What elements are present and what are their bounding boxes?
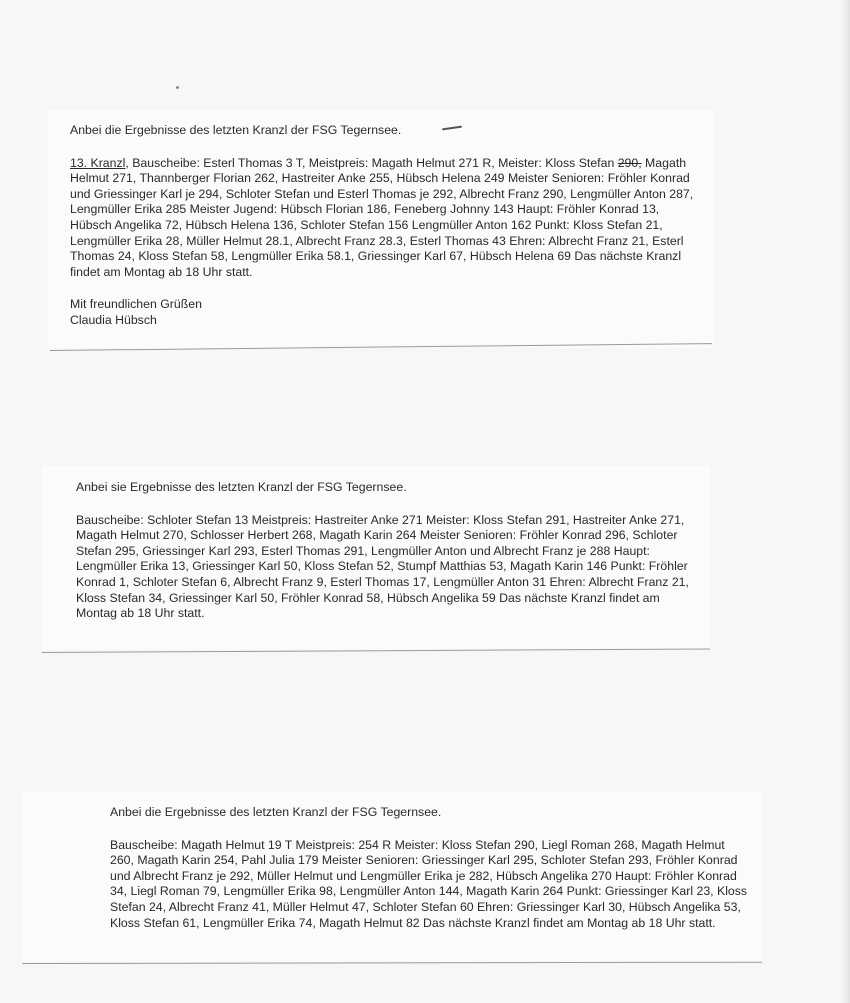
closing-phrase: Mit freundlichen Grüßen [70, 297, 202, 312]
struck-score: 290, [617, 155, 642, 170]
clipping-closing [70, 297, 703, 328]
results-text-part-1: , Bauscheibe: Esterl Thomas 3 T, Meistpreis: Magath Helmut 271 R, Meister: Kloss Stefan [125, 155, 618, 170]
stray-ink-dot [176, 86, 179, 89]
clipping-results-text [70, 156, 703, 281]
clipping-results-text: Bauscheibe: Magath Helmut 19 T Meistpreis: 254 R Meister: Kloss Stefan 290, Liegl Roman 268, Magath Helmut 260, Magath Karin 254, Pahl Julia 179 Meister Senioren: Griessinger Karl 295, Schloter Stefan 293, Fröhler Konrad und Albrecht Franz je 292, Müller Helmut und Lengmüller Erika je 282, Hübsch Angelika 270 Haupt: Fröhler Konrad 34, Liegl Roman 79, Lengmüller Erika 98, Lengmüller Anton 144, Magath Karin 264 Punkt: Griessinger Karl 23, Kloss Stefan 24, Albrecht Franz 41, Müller Helmut 47, Schloter Stefan 60 Ehren: Griessinger Karl 30, Hübsch Angelika 53, Kloss Stefan 61, Lengmüller Erika 74, Magath Helmut 82 Das nächste Kranzl findet am Montag ab 18 Uhr statt. [110, 837, 748, 930]
signature-name: Claudia Hübsch [70, 312, 157, 327]
clipping-greeting: Anbei die Ergebnisse des letzten Kranzl der FSG Tegernsee. [70, 123, 402, 137]
newspaper-clipping-2 [42, 466, 710, 650]
clipping-greeting: Anbei sie Ergebnisse des letzten Kranzl der FSG Tegernsee. [76, 480, 407, 494]
page-edge [840, 0, 850, 1003]
kranzl-number: 13. Kranzl [70, 155, 126, 170]
clipping-greeting: Anbei die Ergebnisse des letzten Kranzl der FSG Tegernsee. [110, 805, 442, 819]
newspaper-clipping-3 [22, 792, 762, 962]
clipping-3-cut-edge [22, 962, 762, 964]
newspaper-clipping-1 [48, 110, 713, 348]
clipping-results-text: Bauscheibe: Schloter Stefan 13 Meistpreis: Hastreiter Anke 271 Meister: Kloss Stefan 291, Hastreiter Anke 271, Magath Helmut 270, Schlosser Herbert 268, Magath Karin 264 Meister Senioren: Fröhler Konrad 296, Schloter Stefan 295, Griessinger Karl 293, Esterl Thomas 291, Lengmüller Anton und Albrecht Franz je 288 Haupt: Lengmüller Erika 13, Griessinger Karl 50, Kloss Stefan 52, Stumpf Matthias 53, Magath Karin 146 Punkt: Fröhler Konrad 1, Schloter Stefan 6, Albrecht Franz 9, Esterl Thomas 17, Lengmüller Anton 31 Ehren: Albrecht Franz 21, Kloss Stefan 34, Griessinger Karl 50, Fröhler Konrad 58, Hübsch Angelika 59 Das nächste Kranzl findet am Montag ab 18 Uhr statt. [76, 512, 689, 621]
results-text-part-2: Magath Helmut 271, Thannberger Florian 262, Hastreiter Anke 255, Hübsch Helena 249 Meister Senioren: Fröhler Konrad und Griessinger Karl je 294, Schloter Stefan und Esterl Thomas je 292, Albrecht Franz 290, Lengmüller Anton 287, Lengmüller Erika 285 Meister Jugend: Hübsch Florian 186, Feneberg Johnny 143 Haupt: Fröhler Konrad 13, Hübsch Angelika 72, Hübsch Helena 136, Schloter Stefan 156 Lengmüller Anton 162 Punkt: Kloss Stefan 21, Lengmüller Erika 28, Müller Helmut 28.1, Albrecht Franz 28.3, Esterl Thomas 43 Ehren: Albrecht Franz 21, Esterl Thomas 24, Kloss Stefan 58, Lengmüller Erika 58.1, Griessinger Karl 67, Hübsch Helena 69 Das nächste Kranzl findet am Montag ab 18 Uhr statt. [70, 155, 694, 279]
